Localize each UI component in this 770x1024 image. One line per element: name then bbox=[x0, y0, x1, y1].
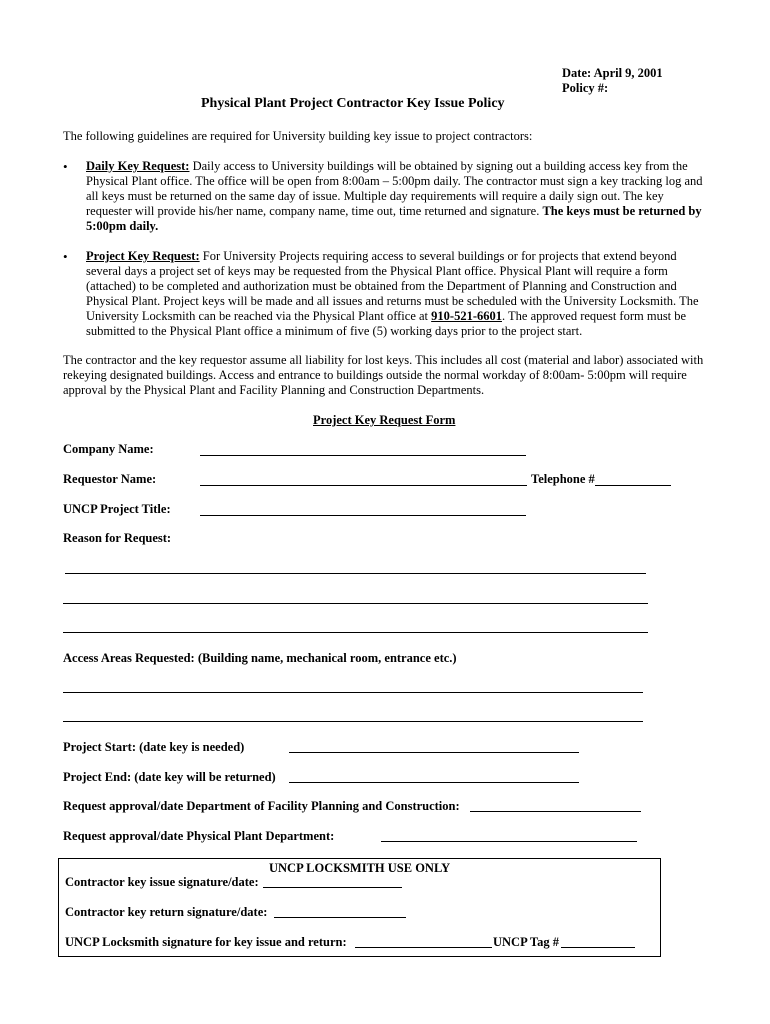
reason-field-line-2[interactable] bbox=[63, 603, 648, 604]
issue-signature-label: Contractor key issue signature/date: bbox=[65, 875, 259, 889]
project-start-field[interactable] bbox=[289, 752, 579, 753]
bullet-text: Daily access to University buildings will be obtained by signing out a building access key from the Physical Plant office. The office will be open from 8:00am – 5:00pm daily. The contractor must sign a key tracking log and all keys must be returned on the same day of issue. Multiple day requirements will require a daily sign out. The key requester will provide his/her name, company name, time out, time returned and signature. bbox=[86, 159, 703, 218]
reason-field-line-3[interactable] bbox=[63, 632, 648, 633]
bullet-body bbox=[86, 249, 703, 339]
bullet-project-key-request bbox=[63, 249, 703, 339]
bullet-heading: Project Key Request: bbox=[86, 249, 200, 263]
project-start-label: Project Start: (date key is needed) bbox=[63, 740, 245, 754]
phone-number: 910-521-6601 bbox=[431, 309, 502, 323]
project-title-label: UNCP Project Title: bbox=[63, 502, 171, 516]
bullet-bold-tail: The keys must be returned by 5:00pm daily. bbox=[86, 204, 702, 233]
form-title: Project Key Request Form bbox=[313, 413, 456, 427]
return-signature-label: Contractor key return signature/date: bbox=[65, 905, 268, 919]
issue-signature-field[interactable] bbox=[263, 887, 402, 888]
reason-field-line-1[interactable] bbox=[65, 573, 646, 574]
project-end-label: Project End: (date key will be returned) bbox=[63, 770, 276, 784]
company-name-label: Company Name: bbox=[63, 442, 154, 456]
bullet-icon: • bbox=[63, 159, 68, 174]
requestor-name-label: Requestor Name: bbox=[63, 472, 157, 486]
bullet-daily-key-request bbox=[63, 159, 703, 234]
page-title: Physical Plant Project Contractor Key Issue Policy bbox=[201, 96, 505, 111]
telephone-label: Telephone # bbox=[531, 472, 595, 486]
project-end-field[interactable] bbox=[289, 782, 579, 783]
approval-facility-field[interactable] bbox=[470, 811, 641, 812]
approval-plant-field[interactable] bbox=[381, 841, 637, 842]
reason-label: Reason for Request: bbox=[63, 531, 172, 545]
company-name-field[interactable] bbox=[200, 455, 526, 456]
uncp-tag-label: UNCP Tag # bbox=[493, 935, 559, 949]
bullet-text-end: . The approved request form must be submitted to the Physical Plant office a minimum of five (5) working days prior to the project start. bbox=[86, 309, 687, 338]
bullet-heading: Daily Key Request: bbox=[86, 159, 190, 173]
access-areas-field-line-2[interactable] bbox=[63, 721, 643, 722]
bullet-icon: • bbox=[63, 249, 68, 264]
policy-number: Policy #: bbox=[562, 81, 609, 95]
approval-plant-label: Request approval/date Physical Plant Department: bbox=[63, 829, 335, 843]
project-title-field[interactable] bbox=[200, 515, 526, 516]
approval-facility-label: Request approval/date Department of Facility Planning and Construction: bbox=[63, 799, 460, 813]
telephone-field[interactable] bbox=[595, 485, 671, 486]
return-signature-field[interactable] bbox=[274, 917, 406, 918]
requestor-name-field[interactable] bbox=[200, 485, 527, 486]
bullet-body bbox=[86, 159, 703, 234]
access-areas-label: Access Areas Requested: (Building name, mechanical room, entrance etc.) bbox=[63, 651, 457, 665]
uncp-tag-field[interactable] bbox=[561, 947, 635, 948]
locksmith-signature-field[interactable] bbox=[355, 947, 492, 948]
locksmith-box-title: UNCP LOCKSMITH USE ONLY bbox=[269, 861, 451, 875]
locksmith-use-box bbox=[58, 858, 661, 957]
liability-text: The contractor and the key requestor assume all liability for lost keys. This includes all cost (material and labor) associated with rekeying designated buildings. Access and entrance to buildings outside the normal workday of 8:00am- 5:00pm will require approval by the Physical Plant and Facility Planning and Construction Departments. bbox=[63, 353, 704, 397]
intro-text: The following guidelines are required for University building key issue to project contractors: bbox=[63, 129, 533, 143]
access-areas-field-line-1[interactable] bbox=[63, 692, 643, 693]
bullet-text: For University Projects requiring access to several buildings or for projects that extend beyond several days a project set of keys may be requested from the Physical Plant office. Physical Plant will require a form (attached) to be completed and authorization must be obtained from the Department of Planning and Construction and Physical Plant. Project keys will be made and all issues and returns must be scheduled with the University Locksmith. The University Locksmith can be reached via the Physical Plant office at bbox=[86, 249, 699, 323]
locksmith-signature-label: UNCP Locksmith signature for key issue and return: bbox=[65, 935, 347, 949]
date-line: Date: April 9, 2001 bbox=[562, 66, 663, 80]
